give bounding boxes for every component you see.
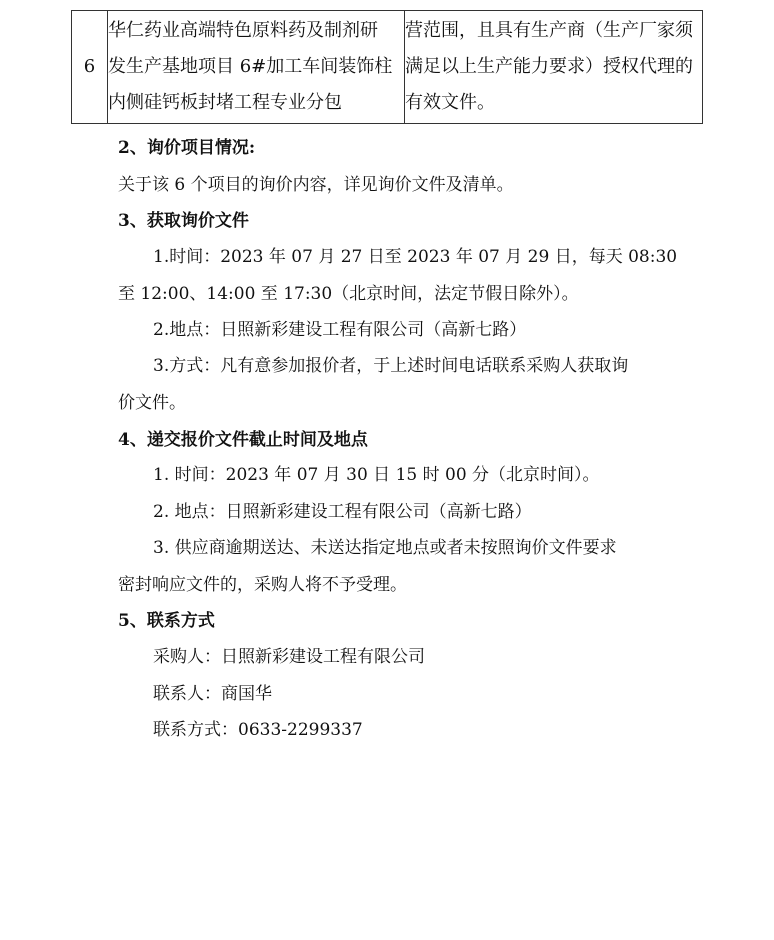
- section-2-heading: 2、询价项目情况:: [118, 138, 256, 158]
- s3-method-line-2: 价文件。: [118, 393, 186, 413]
- s4-note-line-1: 3. 供应商逾期送达、未送达指定地点或者未按照询价文件要求: [153, 538, 617, 558]
- s4-place: 2. 地点：日照新彩建设工程有限公司（高新七路）: [153, 502, 532, 522]
- section-5-heading: 5、联系方式: [118, 611, 215, 631]
- table-row: [72, 11, 703, 124]
- s3-place: 2.地点：日照新彩建设工程有限公司（高新七路）: [153, 320, 527, 340]
- row-number-cell: 6: [72, 11, 108, 124]
- s3-time-line-2: 至 12:00、14:00 至 17:30（北京时间，法定节假日除外）。: [118, 284, 579, 304]
- project-table: [71, 10, 703, 124]
- s4-time: 1. 时间：2023 年 07 月 30 日 15 时 00 分（北京时间）。: [153, 465, 600, 485]
- requirement-cell: 营范围，且具有生产商（生产厂家须 满足以上生产能力要求）授权代理的 有效文件。: [405, 11, 703, 124]
- s5-phone: 联系方式：0633-2299337: [153, 720, 363, 740]
- s3-time-line-1: 1.时间：2023 年 07 月 27 日至 2023 年 07 月 29 日，每天 08:30: [153, 247, 678, 267]
- s5-buyer: 采购人：日照新彩建设工程有限公司: [153, 647, 425, 667]
- s3-method-line-1: 3.方式：凡有意参加报价者，于上述时间电话联系采购人获取询: [153, 356, 629, 376]
- s4-note-line-2: 密封响应文件的，采购人将不予受理。: [118, 575, 407, 595]
- project-name-cell: 华仁药业高端特色原料药及制剂研 发生产基地项目 6#加工车间装饰柱 内侧硅钙板封堵工程专业分包: [108, 11, 405, 124]
- s5-contact: 联系人：商国华: [153, 684, 272, 704]
- section-2-paragraph: 关于该 6 个项目的询价内容，详见询价文件及清单。: [118, 175, 514, 195]
- section-3-heading: 3、获取询价文件: [118, 211, 249, 231]
- section-4-heading: 4、递交报价文件截止时间及地点: [118, 430, 368, 450]
